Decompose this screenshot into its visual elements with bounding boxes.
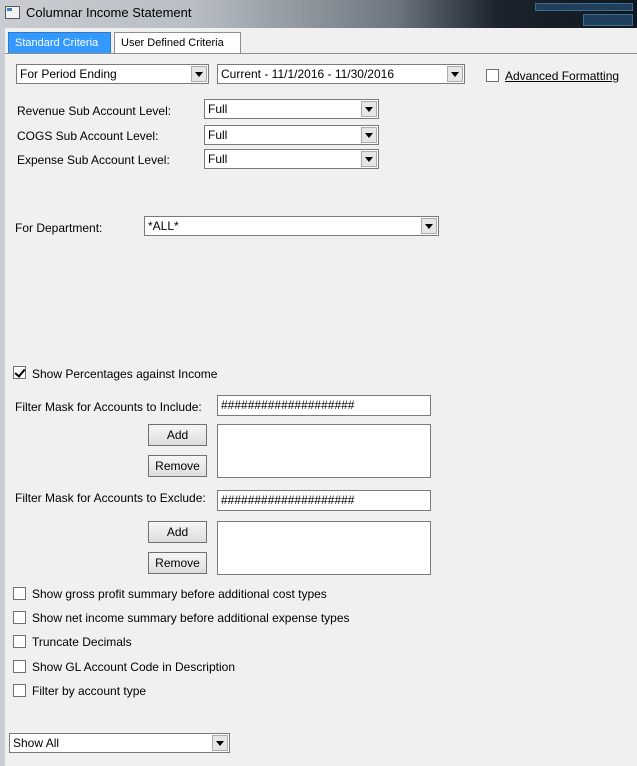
period-type-dropdown[interactable] xyxy=(16,64,209,84)
net-income-summary-label[interactable]: Show net income summary before additional expense types xyxy=(32,611,350,625)
exclude-remove-button[interactable]: Remove xyxy=(148,552,207,574)
chevron-down-icon[interactable] xyxy=(361,151,377,167)
gross-profit-summary-checkbox[interactable] xyxy=(13,587,26,600)
truncate-decimals-checkbox[interactable] xyxy=(13,635,26,648)
expense-sub-account-value: Full xyxy=(208,152,228,166)
include-filter-list[interactable] xyxy=(217,424,431,478)
include-remove-button[interactable]: Remove xyxy=(148,455,207,477)
gross-profit-summary-label[interactable]: Show gross profit summary before additional cost types xyxy=(32,587,327,601)
period-range-value: Current - 11/1/2016 - 11/30/2016 xyxy=(221,67,395,81)
chevron-down-icon[interactable] xyxy=(361,101,377,117)
advanced-formatting-checkbox[interactable] xyxy=(486,69,499,82)
period-type-value: For Period Ending xyxy=(20,67,117,81)
chevron-down-icon[interactable] xyxy=(212,735,228,751)
revenue-sub-account-dropdown[interactable] xyxy=(204,99,379,119)
exclude-filter-list[interactable] xyxy=(217,521,431,575)
show-percentages-label[interactable]: Show Percentages against Income xyxy=(32,367,218,381)
chevron-down-icon[interactable] xyxy=(361,127,377,143)
chevron-down-icon[interactable] xyxy=(191,66,207,82)
tab-user-defined-criteria[interactable]: User Defined Criteria xyxy=(114,32,241,54)
background-window-fragment xyxy=(583,14,633,26)
chevron-down-icon[interactable] xyxy=(447,66,463,82)
include-filter-input[interactable]: #################### xyxy=(217,395,431,416)
show-gl-code-checkbox[interactable] xyxy=(13,660,26,673)
window-title: Columnar Income Statement xyxy=(26,5,192,20)
show-percentages-checkbox[interactable] xyxy=(13,366,26,379)
period-range-dropdown[interactable] xyxy=(217,64,465,84)
filter-by-account-type-checkbox[interactable] xyxy=(13,684,26,697)
include-add-button[interactable]: Add xyxy=(148,424,207,446)
revenue-sub-account-value: Full xyxy=(208,102,228,116)
include-filter-label: Filter Mask for Accounts to Include: xyxy=(15,400,202,414)
filter-by-account-type-label[interactable]: Filter by account type xyxy=(32,684,147,698)
cogs-sub-account-dropdown[interactable] xyxy=(204,125,379,145)
cogs-sub-account-value: Full xyxy=(208,128,228,142)
show-filter-value: Show All xyxy=(13,736,60,750)
department-dropdown[interactable] xyxy=(144,216,439,236)
exclude-filter-input[interactable]: #################### xyxy=(217,490,431,511)
revenue-sub-account-label: Revenue Sub Account Level: xyxy=(17,104,172,118)
exclude-filter-label: Filter Mask for Accounts to Exclude: xyxy=(15,491,206,505)
department-value: *ALL* xyxy=(148,219,179,233)
exclude-add-button[interactable]: Add xyxy=(148,521,207,543)
show-gl-code-label[interactable]: Show GL Account Code in Description xyxy=(32,660,235,674)
advanced-formatting-label[interactable]: Advanced Formatting xyxy=(505,69,620,83)
title-bar xyxy=(0,0,637,28)
tab-divider xyxy=(5,53,637,54)
show-filter-dropdown[interactable] xyxy=(9,733,230,753)
main-window xyxy=(0,28,637,766)
expense-sub-account-dropdown[interactable] xyxy=(204,149,379,169)
window-icon xyxy=(5,6,20,19)
background-window-fragment xyxy=(535,3,633,11)
tab-standard-criteria[interactable]: Standard Criteria xyxy=(8,32,111,54)
expense-sub-account-label: Expense Sub Account Level: xyxy=(17,153,170,167)
net-income-summary-checkbox[interactable] xyxy=(13,611,26,624)
truncate-decimals-label[interactable]: Truncate Decimals xyxy=(32,635,132,649)
department-label: For Department: xyxy=(15,221,103,235)
chevron-down-icon[interactable] xyxy=(421,218,437,234)
cogs-sub-account-label: COGS Sub Account Level: xyxy=(17,129,159,143)
